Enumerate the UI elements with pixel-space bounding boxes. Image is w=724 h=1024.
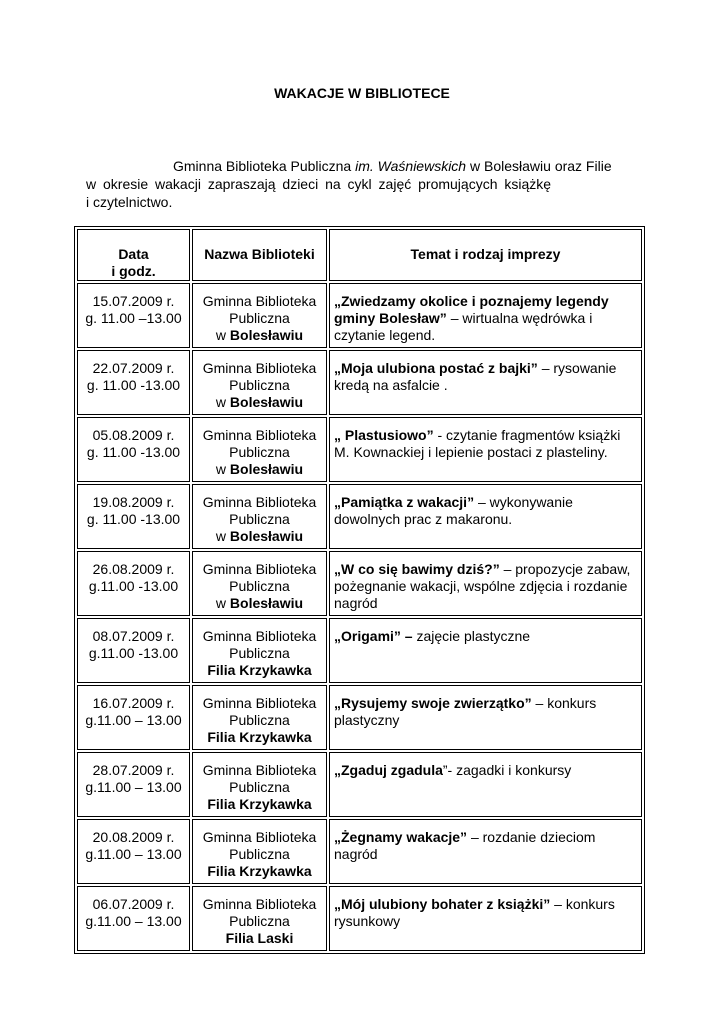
table-header-row <box>77 229 642 281</box>
topic-cell <box>329 283 642 348</box>
table-row <box>77 685 642 750</box>
date-cell <box>77 618 190 683</box>
library-name-line: Publiczna <box>229 444 290 460</box>
time-text: g.11.00 – 13.00 <box>85 779 182 795</box>
library-cell <box>192 417 327 482</box>
event-title: „Origami” – <box>334 628 413 644</box>
event-description: – rozdanie dzieciom nagród <box>334 829 596 862</box>
event-title: „W co się bawimy dziś?” <box>334 561 500 577</box>
library-name-line: Gminna Biblioteka <box>202 762 317 778</box>
intro-text: w Bolesławiu oraz Filie <box>466 158 612 174</box>
event-title: „Mój ulubiony bohater z książki” <box>334 896 551 912</box>
library-branch: Bolesławiu <box>229 327 304 343</box>
date-cell <box>77 417 190 482</box>
table-row <box>77 752 642 817</box>
event-description: ”- zagadki i konkursy <box>442 762 572 778</box>
library-name-line: Publiczna <box>229 578 290 594</box>
library-cell <box>192 350 327 415</box>
topic-cell <box>329 886 642 951</box>
event-description: – konkurs rysunkowy <box>334 896 615 929</box>
time-text: g. 11.00 -13.00 <box>86 444 181 460</box>
intro-paragraph <box>86 157 646 211</box>
library-cell <box>192 685 327 750</box>
date-text: 19.08.2009 r. <box>92 494 175 510</box>
intro-text: Gminna Biblioteka Publiczna <box>173 158 356 174</box>
library-name-line: Gminna Biblioteka <box>202 695 317 711</box>
library-name-line: Publiczna <box>229 310 290 326</box>
library-cell <box>192 886 327 951</box>
library-name-line: Gminna Biblioteka <box>202 293 317 309</box>
library-name-line: Gminna Biblioteka <box>202 561 317 577</box>
header-time-label: i godz. <box>111 263 156 279</box>
event-title: „Moja ulubiona postać z bajki” <box>334 360 538 376</box>
library-branch: Filia Krzykawka <box>207 863 312 879</box>
date-text: 22.07.2009 r. <box>92 360 175 376</box>
event-description: – wirtualna wędrówka i czytanie legend. <box>334 310 593 343</box>
event-description: – rysowanie kredą na asfalcie . <box>334 360 617 393</box>
topic-cell <box>329 350 642 415</box>
library-name-line: Gminna Biblioteka <box>202 427 317 443</box>
event-description: – wykonywanie dowolnych prac z makaronu. <box>334 494 573 527</box>
events-table <box>74 226 645 954</box>
library-prefix: w <box>215 528 230 544</box>
table-row <box>77 886 642 951</box>
date-cell <box>77 819 190 884</box>
library-name-line: Publiczna <box>229 712 290 728</box>
date-cell <box>77 350 190 415</box>
library-name-line: Publiczna <box>229 377 290 393</box>
event-description: – propozycje zabaw, pożegnanie wakacji, wspólne zdjęcia i rozdanie nagród <box>334 561 631 611</box>
library-name-line: Publiczna <box>229 913 290 929</box>
event-description: - czytanie fragmentów książki M. Kownackiej i lepienie postaci z plasteliny. <box>334 427 621 460</box>
time-text: g.11.00 -13.00 <box>88 578 179 594</box>
date-cell <box>77 685 190 750</box>
library-cell <box>192 551 327 616</box>
date-cell <box>77 551 190 616</box>
time-text: g.11.00 -13.00 <box>88 645 179 661</box>
topic-cell <box>329 618 642 683</box>
library-cell <box>192 618 327 683</box>
event-description: – konkurs plastyczny <box>334 695 597 728</box>
date-text: 26.08.2009 r. <box>92 561 175 577</box>
topic-cell <box>329 551 642 616</box>
time-text: g. 11.00 –13.00 <box>85 310 182 326</box>
header-date-label: Data <box>118 246 149 262</box>
date-text: 28.07.2009 r. <box>92 762 175 778</box>
date-cell <box>77 752 190 817</box>
time-text: g. 11.00 -13.00 <box>86 377 181 393</box>
event-title: „Rysujemy swoje zwierzątko” <box>334 695 532 711</box>
event-title: „Żegnamy wakacje” <box>334 829 468 845</box>
library-cell <box>192 819 327 884</box>
library-prefix: w <box>215 327 230 343</box>
library-name-line: Gminna Biblioteka <box>202 494 317 510</box>
intro-text: w okresie wakacji zapraszają dzieci na cykl zajęć promujących książkę <box>86 176 552 192</box>
table-row <box>77 618 642 683</box>
library-cell <box>192 752 327 817</box>
event-description: zajęcie plastyczne <box>412 628 531 644</box>
date-text: 15.07.2009 r. <box>92 293 175 309</box>
library-cell <box>192 484 327 549</box>
library-name-line: Publiczna <box>229 511 290 527</box>
date-text: 06.07.2009 r. <box>92 896 175 912</box>
library-name-line: Publiczna <box>229 779 290 795</box>
header-date <box>77 229 190 281</box>
library-branch: Bolesławiu <box>229 461 304 477</box>
library-name-line: Gminna Biblioteka <box>202 829 317 845</box>
intro-text: i czytelnictwo. <box>86 194 173 210</box>
library-prefix: w <box>215 595 230 611</box>
date-cell <box>77 484 190 549</box>
event-title: „Pamiątka z wakacji” <box>334 494 475 510</box>
date-text: 05.08.2009 r. <box>92 427 175 443</box>
library-branch: Filia Krzykawka <box>207 662 312 678</box>
library-name-line: Publiczna <box>229 846 290 862</box>
library-name-line: Publiczna <box>229 645 290 661</box>
table-row <box>77 819 642 884</box>
topic-cell <box>329 685 642 750</box>
topic-cell <box>329 752 642 817</box>
table-row <box>77 350 642 415</box>
library-branch: Filia Krzykawka <box>207 729 312 745</box>
date-cell <box>77 886 190 951</box>
library-name-line: Gminna Biblioteka <box>202 896 317 912</box>
date-text: 20.08.2009 r. <box>92 829 175 845</box>
time-text: g.11.00 – 13.00 <box>85 712 182 728</box>
topic-cell <box>329 484 642 549</box>
date-cell <box>77 283 190 348</box>
table-row <box>77 283 642 348</box>
date-text: 16.07.2009 r. <box>92 695 175 711</box>
library-cell <box>192 283 327 348</box>
event-title: „ Plastusiowo” <box>334 427 434 443</box>
library-branch: Filia Krzykawka <box>207 796 312 812</box>
time-text: g.11.00 – 13.00 <box>85 846 182 862</box>
page-title: WAKACJE W BIBLIOTECE <box>274 85 450 101</box>
library-branch: Bolesławiu <box>229 595 304 611</box>
topic-cell <box>329 417 642 482</box>
table-row <box>77 484 642 549</box>
intro-italic-text: im. Waśniewskich <box>355 158 467 174</box>
library-branch: Bolesławiu <box>229 528 304 544</box>
header-library: Nazwa Biblioteki <box>192 229 327 281</box>
event-title: „Zwiedzamy okolice i poznajemy legendy gminy Bolesław” <box>334 293 609 326</box>
library-prefix: w <box>215 394 230 410</box>
library-name-line: Gminna Biblioteka <box>202 628 317 644</box>
time-text: g.11.00 – 13.00 <box>85 913 182 929</box>
library-branch: Filia Laski <box>225 930 294 946</box>
table-row <box>77 551 642 616</box>
header-topic: Temat i rodzaj imprezy <box>329 229 642 281</box>
table-row <box>77 417 642 482</box>
time-text: g. 11.00 -13.00 <box>86 511 181 527</box>
library-branch: Bolesławiu <box>229 394 304 410</box>
date-text: 08.07.2009 r. <box>92 628 175 644</box>
library-prefix: w <box>215 461 230 477</box>
event-title: „Zgaduj zgadula <box>334 762 443 778</box>
library-name-line: Gminna Biblioteka <box>202 360 317 376</box>
topic-cell <box>329 819 642 884</box>
